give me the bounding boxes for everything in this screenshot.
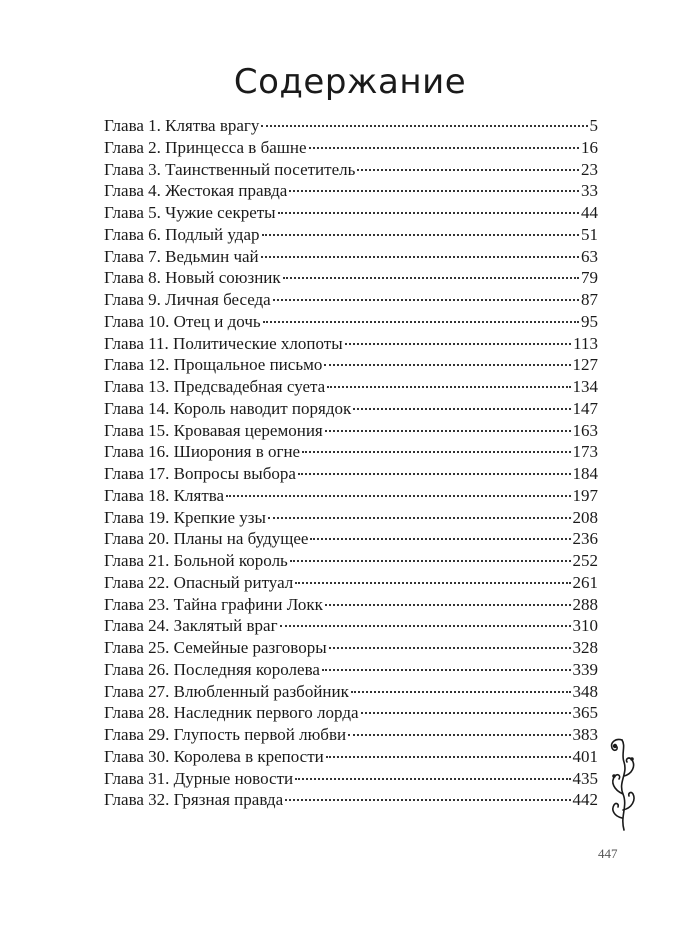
dot-leader [295,582,570,584]
dot-leader [285,799,570,801]
toc-entry-page-number: 127 [572,355,598,375]
toc-entry [104,637,598,659]
dot-leader [295,778,570,780]
toc-entry-page-number: 95 [581,311,598,331]
toc-entry [104,550,598,572]
toc-entry-page-number: 339 [572,659,598,679]
toc-entry-title: Глава 12. Прощальное письмо [104,355,323,375]
toc-entry-title: Глава 15. Кровавая церемония [104,420,323,440]
toc-entry-page-number: 44 [581,203,598,222]
dot-leader [348,734,570,736]
toc-entry-title: Глава 28. Наследник первого лорда [104,703,359,723]
toc-entry [104,615,598,637]
toc-entry [104,115,598,137]
dot-leader [280,625,571,627]
dot-leader [261,125,587,127]
toc-entry [104,768,598,790]
toc-entry-page-number: 328 [572,638,598,657]
toc-entry [104,702,598,724]
dot-leader [324,364,570,366]
toc-entry-page-number: 5 [589,116,598,135]
dot-leader [361,712,571,714]
dot-leader [261,256,579,258]
toc-entry [104,572,598,594]
dot-leader [326,756,571,758]
toc-entry-page-number: 173 [572,442,598,462]
toc-entry [104,180,598,202]
toc-entry-page-number: 79 [581,268,598,288]
dot-leader [262,234,580,236]
toc-entry-page-number: 383 [572,725,598,744]
toc-entry-title: Глава 9. Личная беседа [104,290,271,309]
toc-entry [104,441,598,463]
toc-entry-title: Глава 17. Вопросы выбора [104,464,296,483]
dot-leader [322,669,571,671]
toc-entry-title: Глава 19. Крепкие узы [104,507,266,527]
toc-entry [104,224,598,246]
toc-entry [104,311,598,333]
toc-entry [104,724,598,746]
dot-leader [268,517,571,519]
floral-ornament-icon [606,736,640,832]
dot-leader [353,408,570,410]
dot-leader [278,212,579,214]
dot-leader [226,495,570,497]
toc-entry [104,485,598,507]
toc-entry-title: Глава 20. Планы на будущее [104,529,309,549]
dot-leader [310,538,570,540]
toc-entry-page-number: 365 [572,703,598,723]
toc-entry [104,289,598,311]
toc-entry-page-number: 87 [581,290,598,309]
dot-leader [325,430,571,432]
toc-entry [104,681,598,703]
toc-entry-title: Глава 30. Королева в крепости [104,746,324,766]
toc-entry [104,398,598,420]
toc-entry-title: Глава 16. Шиорония в огне [104,442,301,462]
toc-entry-page-number: 435 [572,768,598,788]
toc-entry-title: Глава 22. Опасный ритуал [104,572,294,592]
toc-entry-title: Глава 18. Клятва [104,485,225,505]
toc-entry-page-number: 16 [581,137,598,157]
toc-entry-title: Глава 2. Принцесса в башне [104,137,307,157]
toc-entry-title: Глава 3. Таинственный посетитель [104,159,356,179]
toc-entry-title: Глава 32. Грязная правда [104,790,284,810]
toc-entry [104,354,598,376]
toc-entry-page-number: 23 [581,159,598,179]
toc-entry-title: Глава 6. Подлый удар [104,224,260,244]
toc-entry-title: Глава 14. Король наводит порядок [104,398,352,418]
toc-entry-title: Глава 26. Последняя королева [104,659,320,679]
dot-leader [263,321,579,323]
toc-entry-title: Глава 21. Больной король [104,551,288,570]
toc-entry [104,528,598,550]
toc-entry-page-number: 208 [572,507,598,527]
toc-entry-title: Глава 11. Политические хлопоты [104,333,343,353]
table-of-contents [104,115,598,811]
dot-leader [351,691,571,693]
toc-entry [104,159,598,181]
dot-leader [345,343,571,345]
dot-leader [298,473,571,475]
toc-entry-page-number: 252 [572,551,598,570]
toc-entry-page-number: 51 [581,224,598,244]
toc-entry-page-number: 288 [572,594,598,614]
toc-entry-page-number: 236 [572,529,598,549]
toc-entry-page-number: 113 [573,333,598,353]
page-number: 447 [598,846,618,861]
toc-entry-title: Глава 29. Глупость первой любви [104,725,347,744]
dot-leader [309,147,579,149]
toc-entry-title: Глава 25. Семейные разговоры [104,638,327,657]
toc-entry [104,202,598,224]
toc-entry-page-number: 147 [572,398,598,418]
toc-entry [104,267,598,289]
toc-entry-page-number: 348 [572,681,598,701]
toc-entry-title: Глава 7. Ведьмин чай [104,246,259,266]
toc-entry-page-number: 197 [572,485,598,505]
dot-leader [325,604,571,606]
toc-entry-title: Глава 1. Клятва врагу [104,116,260,135]
toc-entry [104,376,598,398]
toc-entry-page-number: 33 [581,181,598,201]
toc-entry-page-number: 310 [572,616,598,636]
toc-entry-page-number: 261 [572,572,598,592]
toc-entry-title: Глава 10. Отец и дочь [104,311,261,331]
dot-leader [289,190,579,192]
toc-entry-title: Глава 24. Заклятый враг [104,616,278,636]
dot-leader [357,169,579,171]
toc-entry [104,463,598,485]
toc-entry [104,137,598,159]
toc-entry-page-number: 442 [572,790,598,810]
toc-entry [104,659,598,681]
toc-entry [104,333,598,355]
toc-entry-title: Глава 27. Влюбленный разбойник [104,681,349,701]
dot-leader [283,277,579,279]
toc-entry [104,746,598,768]
toc-entry-title: Глава 5. Чужие секреты [104,203,276,222]
toc-entry-page-number: 184 [572,464,598,483]
toc-entry-title: Глава 23. Тайна графини Локк [104,594,323,614]
toc-entry-title: Глава 4. Жестокая правда [104,181,288,201]
toc-entry-title: Глава 13. Предсвадебная суета [104,377,326,396]
dot-leader [273,299,579,301]
toc-entry [104,420,598,442]
dot-leader [327,386,570,388]
toc-entry [104,246,598,268]
toc-entry-title: Глава 31. Дурные новости [104,768,294,788]
dot-leader [329,647,571,649]
toc-entry-page-number: 63 [581,246,598,266]
toc-entry [104,789,598,811]
toc-entry-page-number: 401 [572,746,598,766]
dot-leader [302,451,570,453]
toc-entry-title: Глава 8. Новый союзник [104,268,281,288]
toc-entry-page-number: 134 [572,377,598,396]
toc-entry [104,594,598,616]
page-title: Содержание [233,62,467,102]
toc-entry [104,507,598,529]
dot-leader [290,560,571,562]
toc-entry-page-number: 163 [572,420,598,440]
